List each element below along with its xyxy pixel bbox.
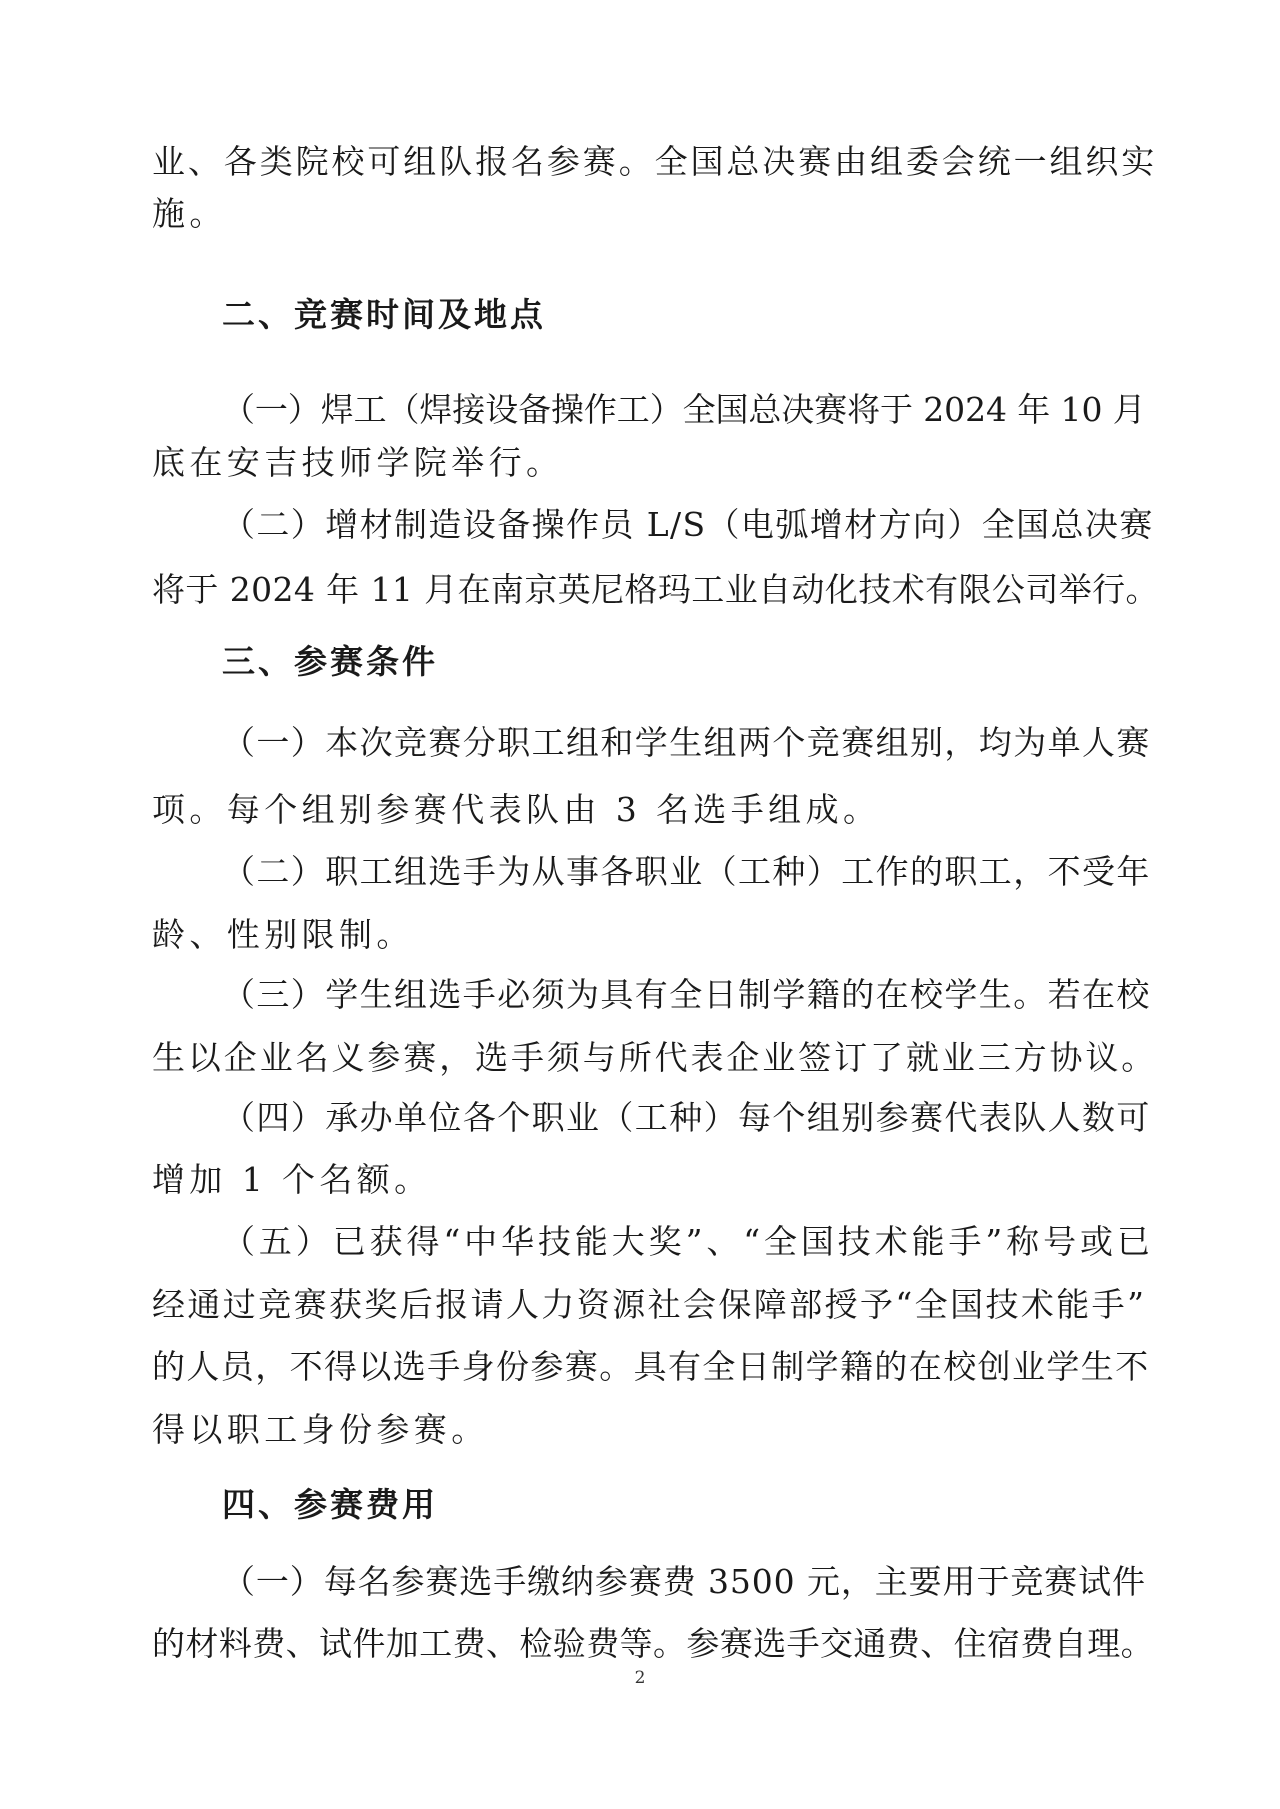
paragraph-line: 业、各类院校可组队报名参赛。全国总决赛由组委会统一组织实 bbox=[152, 142, 1158, 181]
paragraph-line: 施。 bbox=[152, 194, 227, 233]
paragraph-line: 将于 2024 年 11 月在南京英尼格玛工业自动化技术有限公司举行。 bbox=[152, 570, 1159, 609]
paragraph-line: （一）本次竞赛分职工组和学生组两个竞赛组别，均为单人赛 bbox=[222, 723, 1151, 762]
paragraph-line: 的材料费、试件加工费、检验费等。参赛选手交通费、住宿费自理。 bbox=[152, 1624, 1154, 1663]
section-heading-time-location: 二、竞赛时间及地点 bbox=[222, 295, 546, 334]
section-heading-eligibility: 三、参赛条件 bbox=[222, 642, 438, 681]
paragraph-line: （二）增材制造设备操作员 L/S（电弧增材方向）全国总决赛 bbox=[222, 505, 1154, 544]
paragraph-line: 的人员，不得以选手身份参赛。具有全日制学籍的在校创业学生不 bbox=[152, 1347, 1150, 1386]
paragraph-line: 龄、性别限制。 bbox=[152, 915, 414, 954]
paragraph-line: 增加 1 个名额。 bbox=[152, 1160, 432, 1199]
paragraph-line: （三）学生组选手必须为具有全日制学籍的在校学生。若在校 bbox=[222, 975, 1151, 1014]
page-number: 2 bbox=[634, 1668, 646, 1688]
paragraph-line: 得以职工身份参赛。 bbox=[152, 1410, 489, 1449]
paragraph-line: （一）每名参赛选手缴纳参赛费 3500 元，主要用于竞赛试件 bbox=[222, 1562, 1146, 1601]
paragraph-line: 生以企业名义参赛，选手须与所代表企业签订了就业三方协议。 bbox=[152, 1038, 1158, 1077]
paragraph-line: 项。每个组别参赛代表队由 3 名选手组成。 bbox=[152, 790, 881, 829]
paragraph-line: （一）焊工（焊接设备操作工）全国总决赛将于 2024 年 10 月 bbox=[222, 390, 1146, 429]
paragraph-line: （五）已获得“中华技能大奖”、“全国技术能手”称号或已 bbox=[222, 1222, 1154, 1261]
section-heading-fees: 四、参赛费用 bbox=[222, 1485, 438, 1524]
paragraph-line: 经通过竞赛获奖后报请人力资源社会保障部授予“全国技术能手” bbox=[152, 1285, 1147, 1324]
paragraph-line: （四）承办单位各个职业（工种）每个组别参赛代表队人数可 bbox=[222, 1098, 1151, 1137]
paragraph-line: （二）职工组选手为从事各职业（工种）工作的职工，不受年 bbox=[222, 852, 1151, 891]
paragraph-line: 底在安吉技师学院举行。 bbox=[152, 443, 564, 482]
